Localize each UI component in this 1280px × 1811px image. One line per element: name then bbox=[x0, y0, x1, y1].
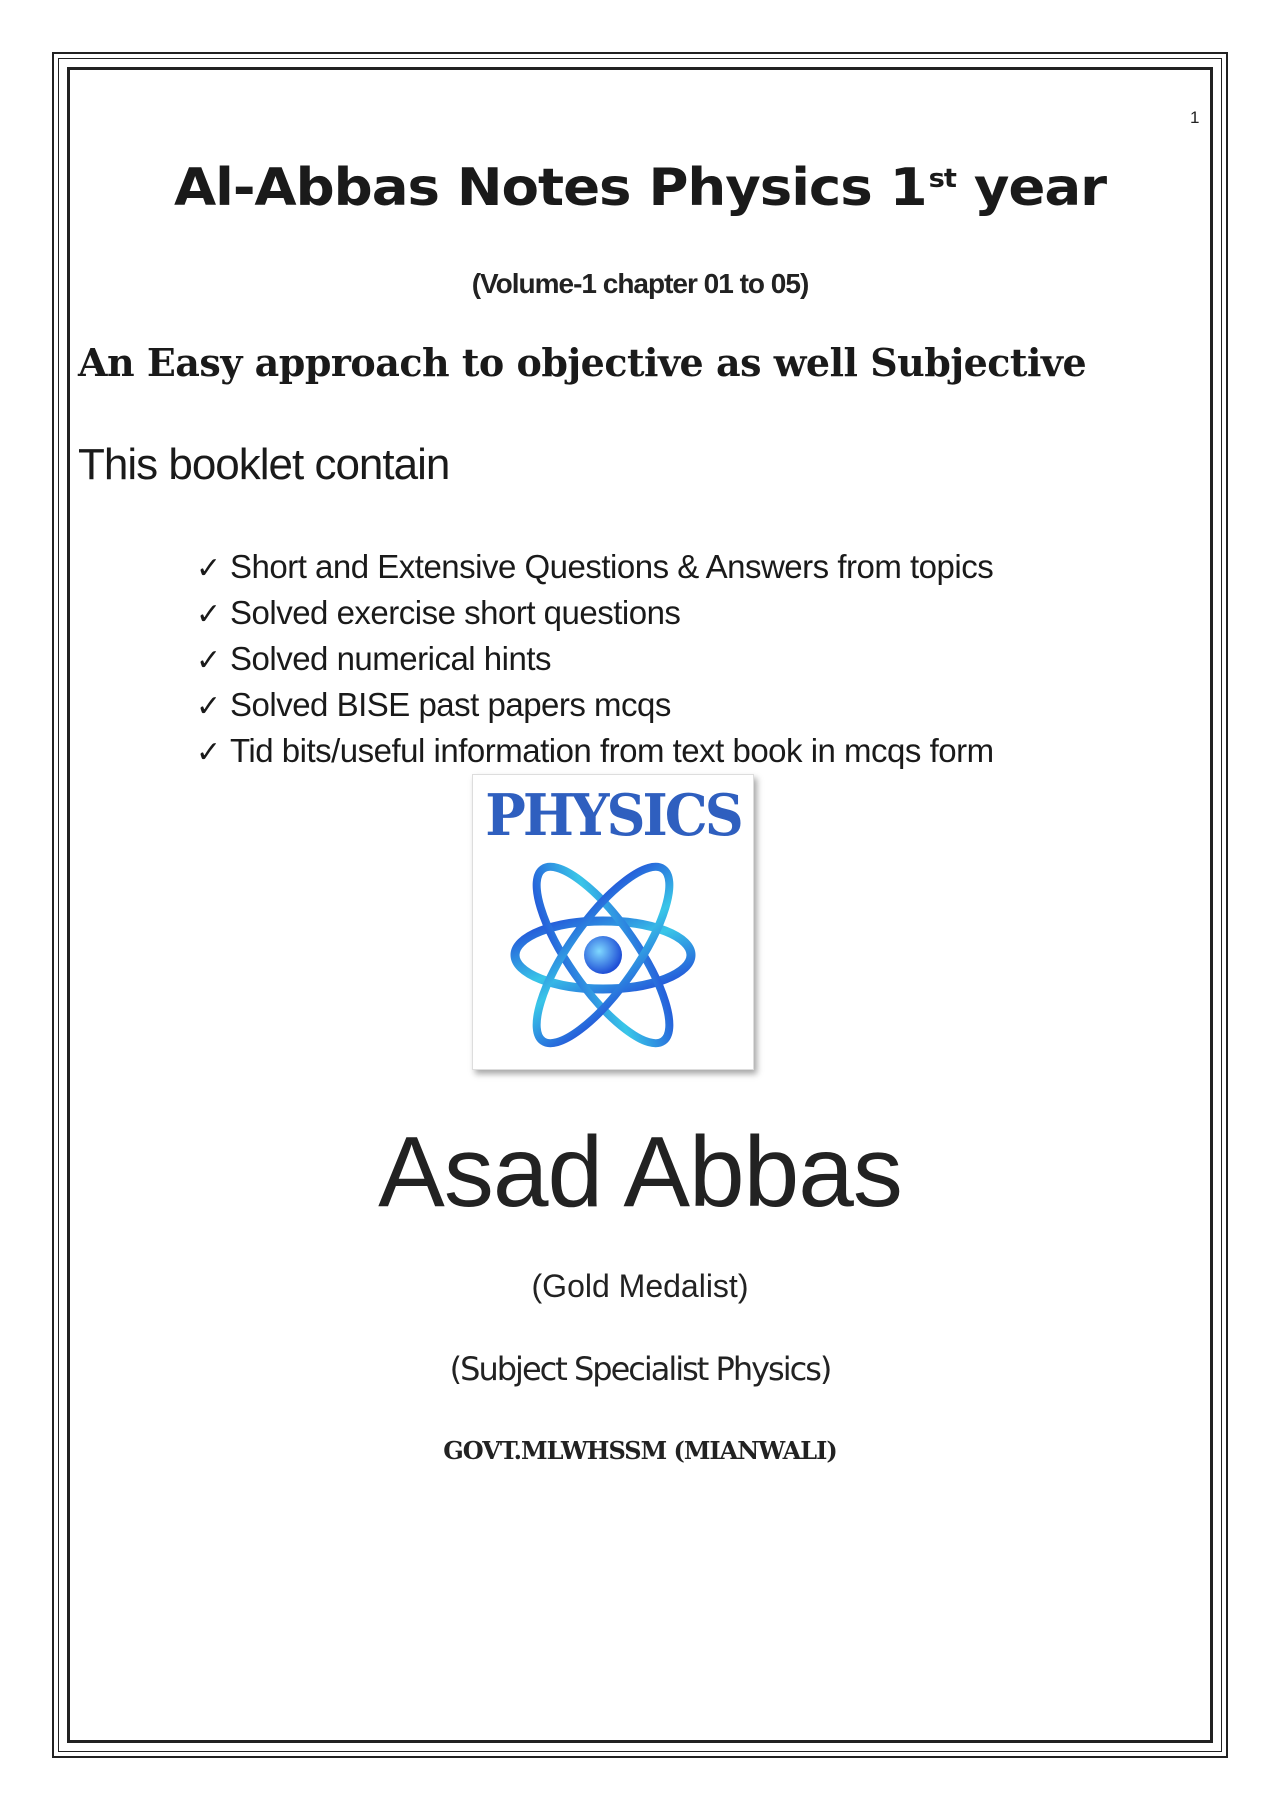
atom-icon bbox=[473, 775, 753, 1069]
volume-subtitle: (Volume-1 chapter 01 to 05) bbox=[471, 268, 809, 299]
feature-text: Solved BISE past papers mcqs bbox=[230, 686, 671, 723]
nucleus bbox=[584, 936, 622, 974]
feature-item bbox=[196, 683, 994, 729]
feature-item bbox=[196, 729, 994, 775]
feature-text: Short and Extensive Questions & Answers from topics bbox=[230, 548, 994, 585]
feature-item bbox=[196, 591, 994, 637]
page-number: 1 bbox=[1190, 108, 1200, 127]
feature-item bbox=[196, 545, 994, 591]
title-main: Al-Abbas Notes Physics 1 bbox=[173, 158, 927, 218]
feature-list bbox=[196, 545, 994, 775]
author-honor: (Gold Medalist) bbox=[531, 1268, 749, 1304]
author-designation: (Subject Specialist Physics) bbox=[449, 1350, 831, 1388]
check-icon: ✓ bbox=[196, 552, 221, 585]
title-suffix: year bbox=[955, 158, 1107, 218]
physics-logo bbox=[472, 774, 754, 1070]
title-superscript: st bbox=[928, 164, 956, 194]
feature-item bbox=[196, 637, 994, 683]
tagline: An Easy approach to objective as well Subjective bbox=[78, 340, 1087, 385]
author-institution: GOVT.MLWHSSM (MIANWALI) bbox=[443, 1436, 837, 1465]
check-icon: ✓ bbox=[196, 598, 221, 631]
document-title bbox=[0, 158, 1280, 218]
author-name: Asad Abbas bbox=[378, 1116, 902, 1228]
booklet-heading: This booklet contain bbox=[78, 440, 450, 489]
check-icon: ✓ bbox=[196, 690, 221, 723]
logo-text: PHYSICS bbox=[485, 781, 741, 849]
feature-text: Solved exercise short questions bbox=[230, 594, 681, 631]
feature-text: Tid bits/useful information from text book in mcqs form bbox=[230, 732, 994, 769]
check-icon: ✓ bbox=[196, 644, 221, 677]
feature-text: Solved numerical hints bbox=[230, 640, 551, 677]
check-icon: ✓ bbox=[196, 736, 221, 769]
